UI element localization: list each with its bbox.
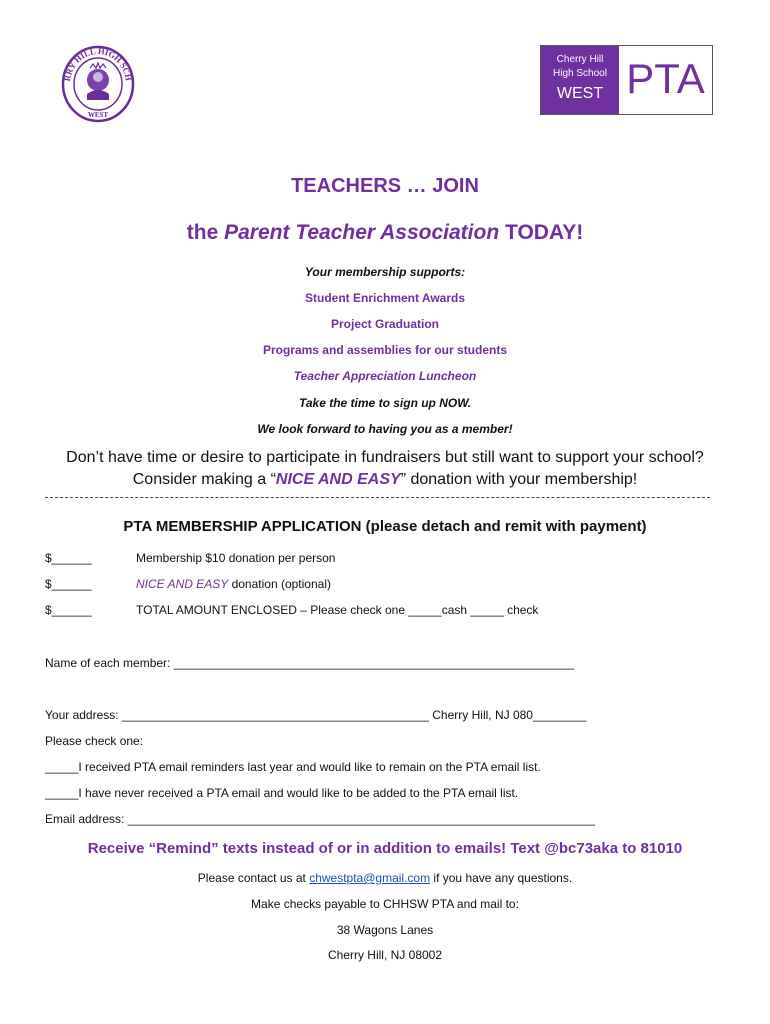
logo-line-high-school: High School [553, 68, 607, 79]
amount-blank[interactable]: $______ [45, 577, 92, 591]
email-option-remain[interactable]: _____I received PTA email reminders last year and would like to remain on the PTA email list. [45, 760, 541, 774]
supports-item: Teacher Appreciation Luncheon [293, 369, 477, 383]
application-title: PTA MEMBERSHIP APPLICATION (please detach and remit with payment) [123, 518, 647, 535]
supports-item: Programs and assemblies for our students [262, 343, 508, 357]
contact-part-b: if you have any questions. [430, 871, 573, 885]
pta-logo-box [540, 45, 713, 115]
member-name-field[interactable]: Name of each member: ____________________________________________________________ [45, 656, 575, 670]
membership-line [136, 551, 335, 565]
signup-callout: Take the time to sign up NOW. [298, 396, 471, 410]
contact-email-link[interactable]: chwestpta@gmail.com [309, 871, 431, 885]
nice-easy-line [136, 577, 331, 591]
logo-pta-text: PTA [626, 55, 705, 102]
logo-line-cherry-hill: Cherry Hill [556, 54, 604, 65]
mailing-address-line2: Cherry Hill, NJ 08002 [327, 948, 443, 962]
page-title: TEACHERS … JOIN [291, 175, 479, 197]
amount-blank[interactable]: $______ [45, 603, 92, 617]
contact-part-a: Please contact us at [197, 871, 310, 885]
donation-consider [0, 471, 770, 489]
email-option-add[interactable]: _____I have never received a PTA email and would like to be added to the PTA email list. [45, 786, 519, 800]
nice-and-easy-label: NICE AND EASY [136, 577, 229, 591]
page-subtitle [0, 221, 770, 245]
svg-text:WEST: WEST [87, 111, 109, 119]
row-label: TOTAL AMOUNT ENCLOSED – Please check one _____cash _____ check [136, 603, 539, 617]
payable-line: Make checks payable to CHHSW PTA and mail to: [251, 897, 519, 911]
svg-text:CHERRY HILL HIGH SCHOOL: RRY HILL HIGH SCH [62, 45, 134, 82]
supports-intro: Your membership supports: [304, 265, 466, 279]
email-address-field[interactable]: Email address: ______________________________________________________________________ [45, 812, 595, 826]
subtitle-part-c: TODAY! [499, 221, 584, 244]
remind-text-callout: Receive “Remind” texts instead of or in addition to emails! Text @bc73aka to 81010 [87, 840, 683, 857]
consider-part-c: ” donation with your membership! [400, 471, 638, 488]
amount-blank[interactable]: $______ [45, 551, 92, 565]
row-label: Membership $10 donation per person [136, 551, 336, 565]
supports-item: Project Graduation [330, 317, 440, 331]
nice-and-easy-text: NICE AND EASY [275, 471, 401, 488]
contact-line [0, 871, 770, 885]
address-field[interactable]: Your address: ______________________________________________ Cherry Hill, NJ 080________ [45, 708, 587, 722]
row-label: donation (optional) [228, 577, 331, 591]
consider-part-a: Consider making a “ [132, 471, 276, 488]
mailing-address-line1: 38 Wagons Lanes [336, 923, 434, 937]
subtitle-part-a: the [186, 221, 225, 244]
welcome-callout: We look forward to having you as a member! [257, 422, 513, 436]
total-line [136, 603, 538, 617]
detach-line [45, 497, 710, 498]
check-one-label: Please check one: [45, 734, 144, 748]
school-seal-logo [60, 44, 136, 124]
subtitle-pta-name: Parent Teacher Association [224, 221, 500, 244]
logo-line-west: WEST [556, 85, 604, 102]
donation-question: Don’t have time or desire to participate in fundraisers but still want to support your school? [66, 449, 704, 466]
supports-item: Student Enrichment Awards [304, 291, 466, 305]
